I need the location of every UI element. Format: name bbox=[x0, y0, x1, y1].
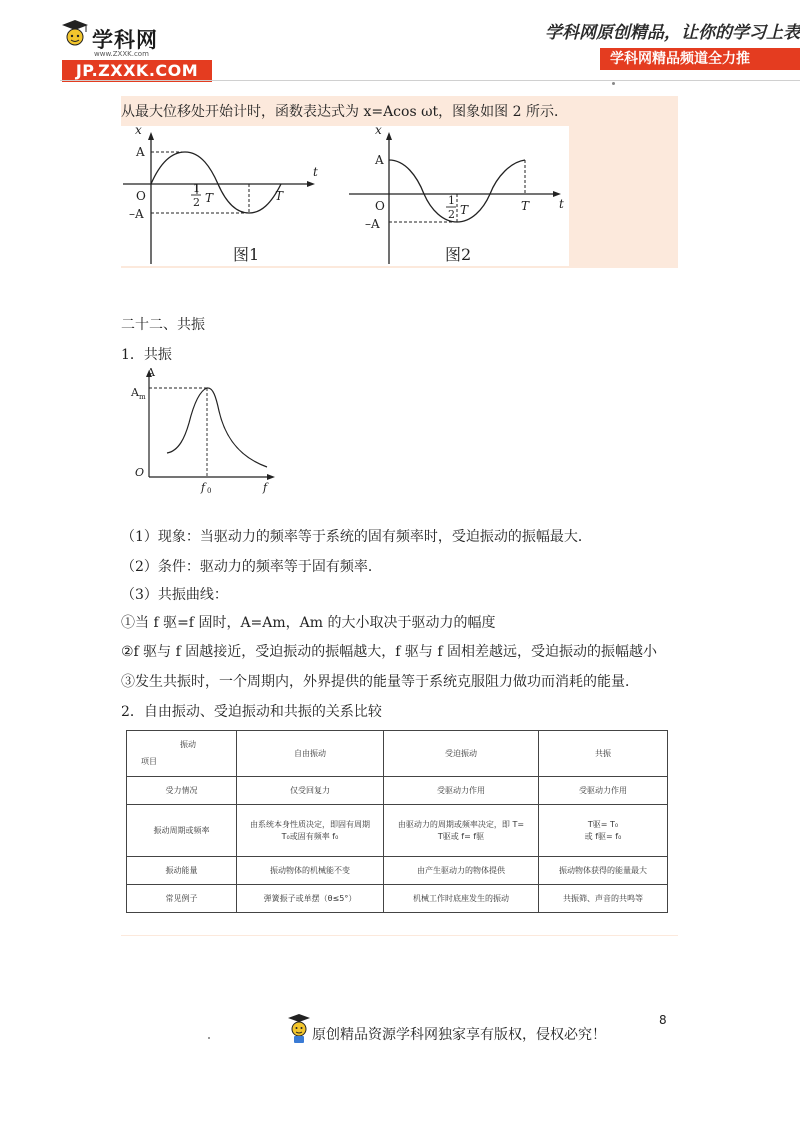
fig1-caption: 图1 bbox=[233, 245, 260, 264]
table-row bbox=[127, 885, 668, 913]
figure-2 bbox=[349, 126, 564, 264]
cell-forced: 机械工作时底座发生的振动 bbox=[384, 885, 539, 913]
header-free: 自由振动 bbox=[237, 731, 384, 777]
cell-free bbox=[237, 805, 384, 857]
row-label: 常见例子 bbox=[127, 885, 237, 913]
cell-free-line2: T₀或固有频率 f₀ bbox=[281, 831, 339, 841]
site-logo[interactable] bbox=[62, 14, 210, 80]
cell-forced: 受驱动力作用 bbox=[384, 777, 539, 805]
channel-banner[interactable]: 学科网精品频道全力推 bbox=[600, 48, 800, 70]
point-4: ①当 f 驱=f 固时，A=Am，Am 的大小取决于驱动力的幅度 bbox=[121, 615, 496, 631]
fig1-period: T bbox=[275, 189, 284, 203]
fig2-period: T bbox=[521, 199, 530, 213]
table-row bbox=[127, 857, 668, 885]
copyright-notice: 原创精品资源学科网独家享有版权，侵权必究！ bbox=[312, 1027, 606, 1043]
res-y-label: A bbox=[147, 367, 155, 379]
comparison-table bbox=[126, 730, 668, 913]
cell-free-line1: 由系统本身性质决定，即固有周期 bbox=[250, 819, 370, 829]
cell-forced: 由产生驱动力的物体提供 bbox=[384, 857, 539, 885]
point-5: ②f 驱与 f 固越接近，受迫振动的振幅越大，f 驱与 f 固相差越远，受迫振动的振幅越小 bbox=[121, 644, 657, 660]
figure-1 bbox=[123, 126, 318, 264]
cell-res-line2: 或 f驱= f₀ bbox=[584, 831, 622, 841]
resonance-curve-figure bbox=[121, 367, 280, 495]
fig2-half-den: 2 bbox=[448, 208, 455, 221]
corner-bottom: 项目 bbox=[141, 757, 157, 766]
table-row bbox=[127, 805, 668, 857]
cell-resonance bbox=[539, 805, 668, 857]
point-1: （1）现象：当驱动力的频率等于系统的固有频率时，受迫振动的振幅最大． bbox=[121, 529, 592, 545]
fig1-neg-amp: –A bbox=[129, 207, 144, 221]
fig1-half-den: 2 bbox=[193, 196, 200, 209]
fig1-axis-t: t bbox=[313, 165, 318, 179]
cell-free: 弹簧振子或单摆（θ≤5°） bbox=[237, 885, 384, 913]
cell-resonance: 振动物体获得的能量最大 bbox=[539, 857, 668, 885]
point-6: ③发生共振时，一个周期内，外界提供的能量等于系统克服阻力做功而消耗的能量． bbox=[121, 674, 639, 690]
fig2-axis-t: t bbox=[559, 197, 564, 211]
brand-name: 学科网 bbox=[92, 28, 158, 52]
fig2-neg-amp: –A bbox=[365, 217, 380, 231]
fig2-amp: A bbox=[375, 153, 384, 167]
res-peak-sub: m bbox=[139, 393, 146, 401]
figures-panel bbox=[121, 126, 569, 266]
brand-url: www.ZXXK.com bbox=[94, 50, 149, 58]
subsection-1-title: 1．共振 bbox=[121, 347, 172, 363]
res-peak-label: A bbox=[131, 386, 139, 399]
res-origin: O bbox=[135, 466, 145, 479]
row-label: 受力情况 bbox=[127, 777, 237, 805]
header-forced: 受迫振动 bbox=[384, 731, 539, 777]
fig2-half-t: T bbox=[460, 203, 469, 217]
res-f0: f bbox=[201, 481, 206, 494]
cell-forced-line1: 由驱动力的周期或频率决定，即 T= bbox=[397, 819, 525, 829]
footer-dot bbox=[208, 1037, 210, 1039]
cell-resonance: 受驱动力作用 bbox=[539, 777, 668, 805]
cell-res-line1: T驱= T₀ bbox=[587, 819, 619, 829]
fig1-amp: A bbox=[136, 145, 145, 159]
table-corner bbox=[127, 731, 237, 777]
page-number: 8 bbox=[659, 1013, 667, 1027]
section-title: 二十二、共振 bbox=[121, 317, 205, 333]
cell-free: 仅受回复力 bbox=[237, 777, 384, 805]
row-label: 振动能量 bbox=[127, 857, 237, 885]
intro-line: 从最大位移处开始计时，函数表达式为 x=Acos ωt，图象如图 2 所示． bbox=[121, 104, 568, 120]
fig2-caption: 图2 bbox=[445, 245, 472, 264]
domain-bar: JP.ZXXK.COM bbox=[62, 60, 212, 82]
header-dot bbox=[612, 82, 615, 85]
res-x-label: f bbox=[263, 481, 268, 494]
fig1-origin: O bbox=[136, 189, 146, 203]
figures-svg bbox=[121, 126, 569, 266]
fig1-half-num: 1 bbox=[193, 182, 200, 195]
point-2: （2）条件：驱动力的频率等于固有频率． bbox=[121, 559, 382, 575]
fig2-half-num: 1 bbox=[448, 194, 455, 207]
header-slogan: 学科网原创精品，让你的学习上表 bbox=[545, 23, 800, 43]
comparison-table-panel bbox=[121, 725, 678, 935]
mascot-icon bbox=[62, 20, 88, 50]
subsection-2-title: 2．自由振动、受迫振动和共振的关系比较 bbox=[121, 704, 382, 720]
cell-resonance: 共振筛、声音的共鸣等 bbox=[539, 885, 668, 913]
resonance-svg bbox=[121, 367, 280, 495]
table-row bbox=[127, 777, 668, 805]
header-divider bbox=[60, 80, 800, 81]
fig2-axis-x: x bbox=[375, 126, 382, 137]
corner-top: 振动 bbox=[180, 740, 196, 749]
cell-forced-line2: T驱或 f= f驱 bbox=[437, 831, 485, 841]
header-resonance: 共振 bbox=[539, 731, 668, 777]
cell-free: 振动物体的机械能不变 bbox=[237, 857, 384, 885]
res-f0-sub: 0 bbox=[207, 487, 212, 495]
fig1-half-t: T bbox=[205, 191, 214, 205]
fig2-origin: O bbox=[375, 199, 385, 213]
header-slogan-block bbox=[540, 18, 800, 78]
cell-forced bbox=[384, 805, 539, 857]
row-label: 振动周期或频率 bbox=[127, 805, 237, 857]
point-3: （3）共振曲线： bbox=[121, 587, 228, 603]
fig1-axis-x: x bbox=[135, 126, 142, 137]
footer-mascot-icon bbox=[288, 1014, 310, 1044]
